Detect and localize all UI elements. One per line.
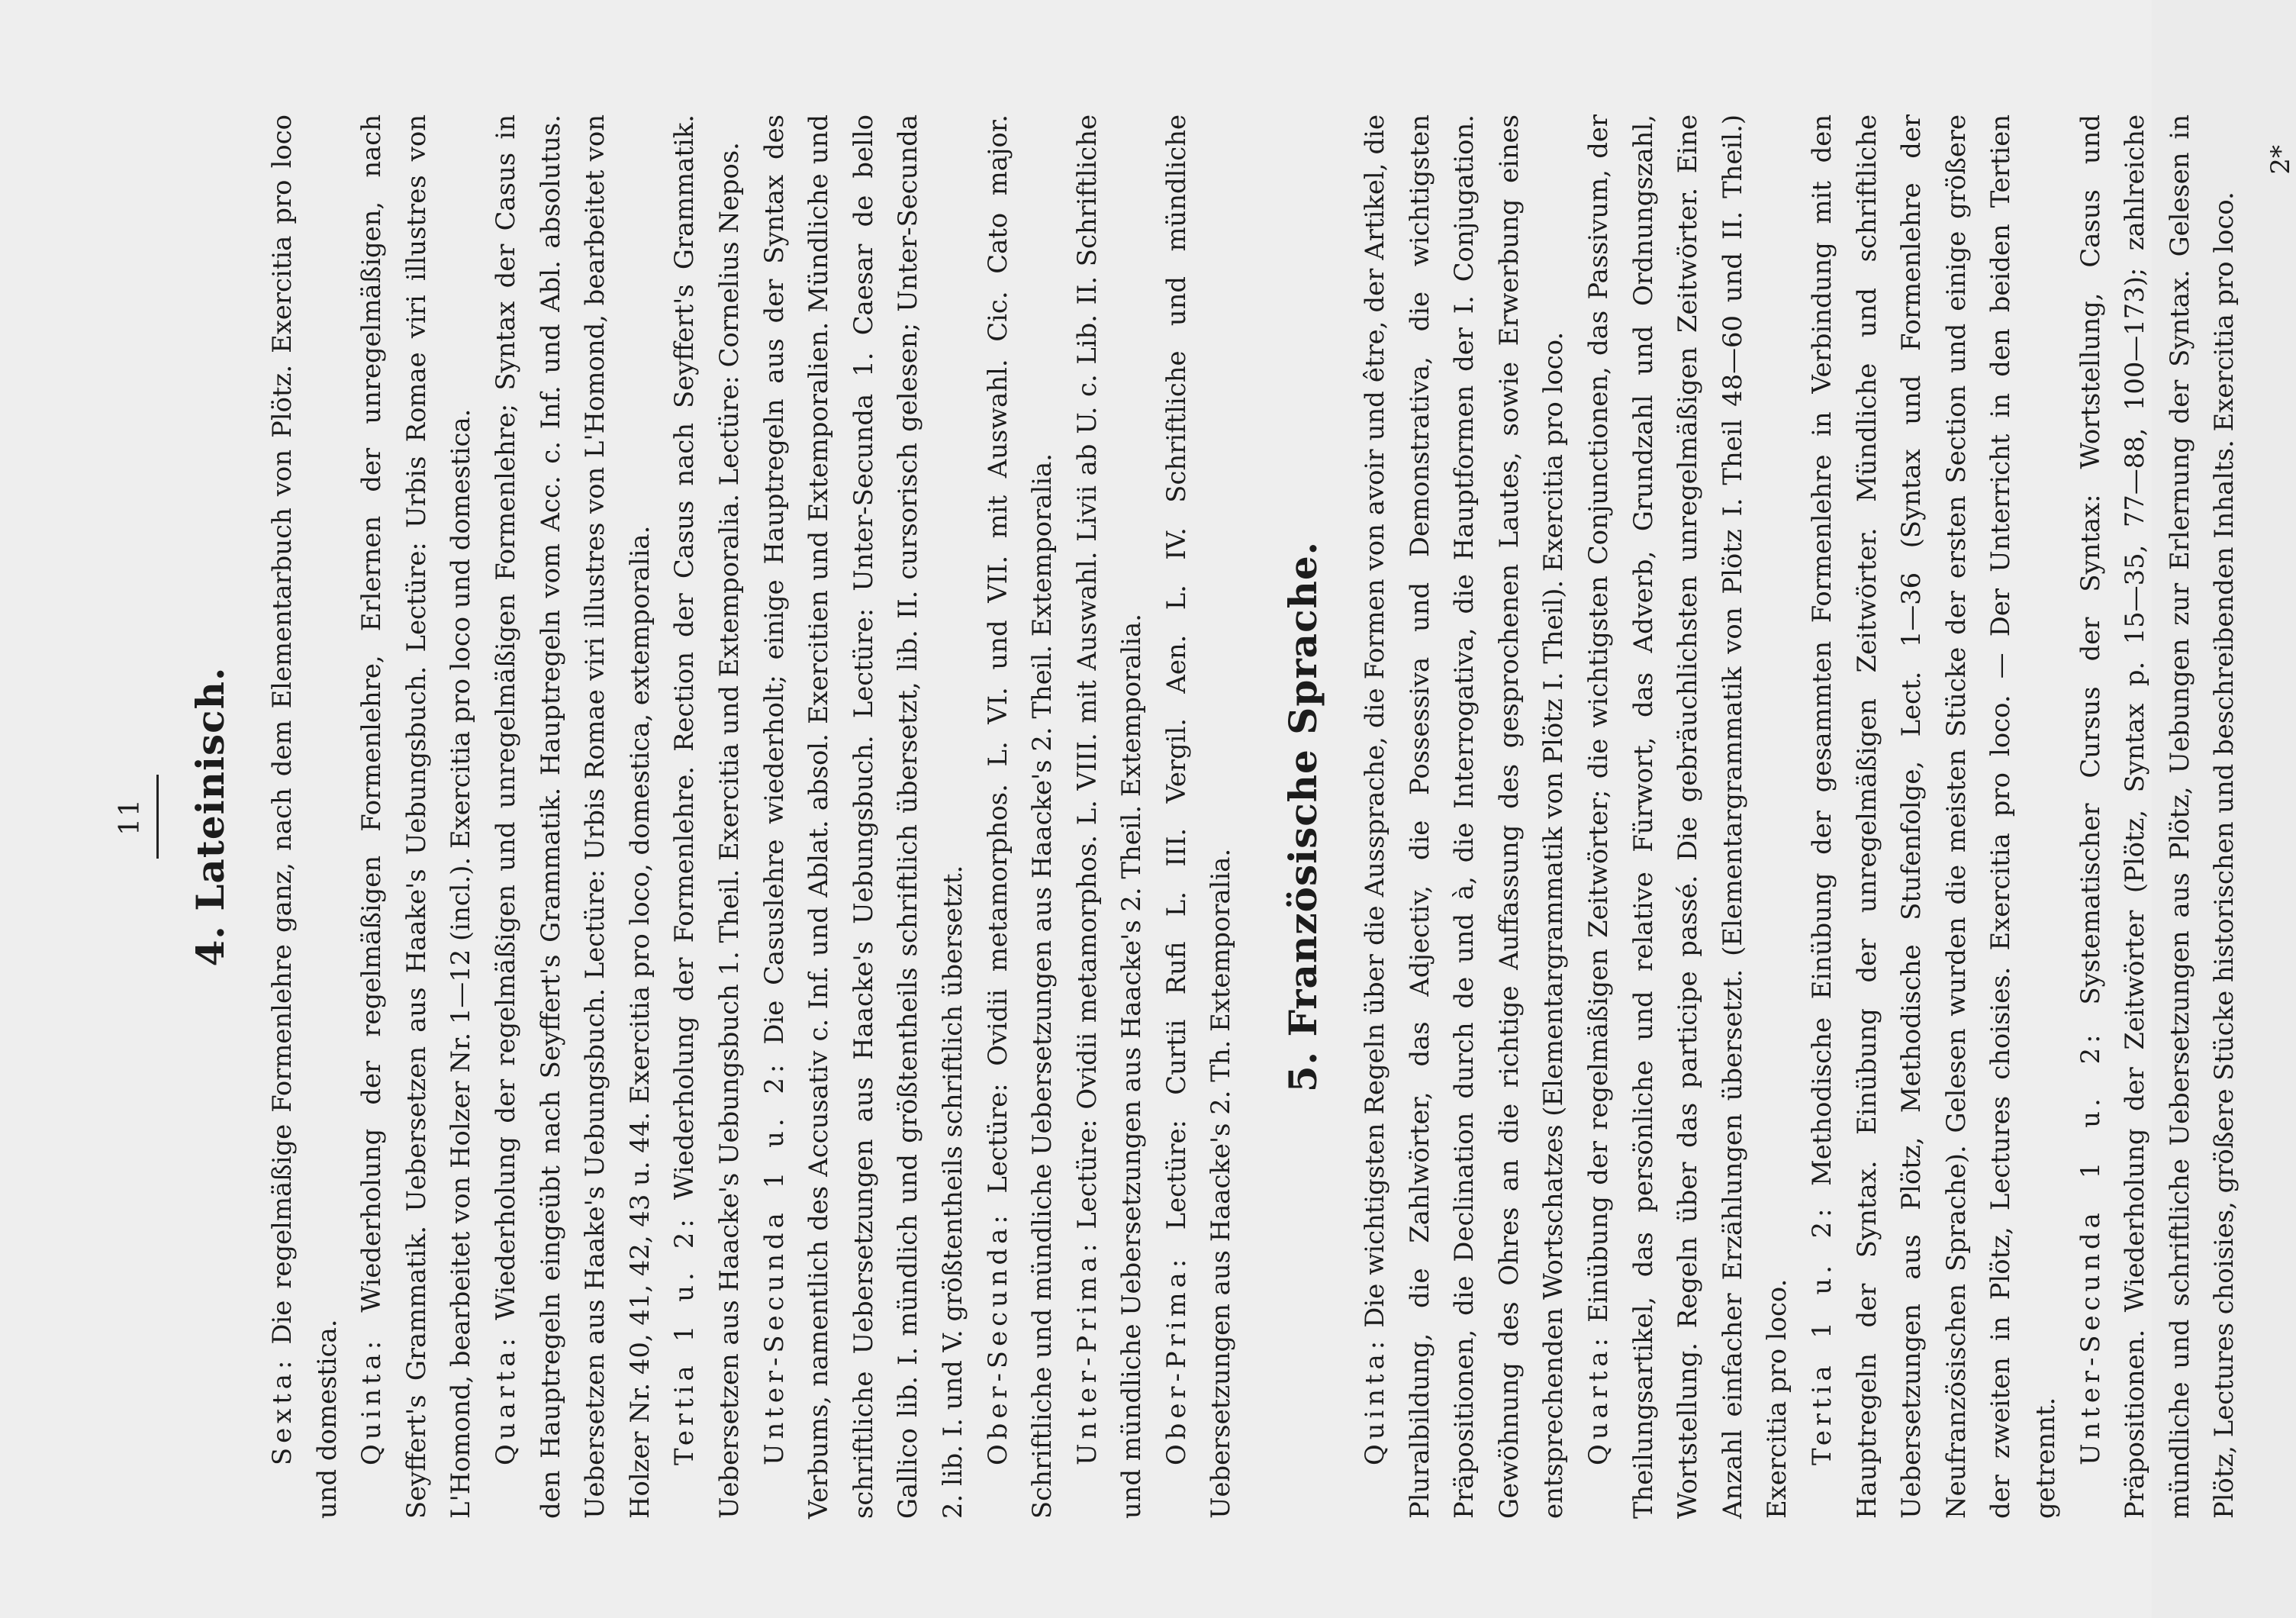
section-heading-french: 5. Französische Sprache. [1280, 540, 1326, 1093]
paragraph-text: Lectüre: Curtii Rufi L. III. Vergil. Aen. L. IV. Schriftliche und mündliche Uebersetzungen aus Haacke's 2. Th. Extemporalia. [1161, 114, 1236, 1519]
paragraph-text: Wiederholung der Formenlehre. Rection der Casus nach Seyffert's Grammatik. Uebersetzen aus Haacke's Uebungsbuch 1. Theil. Exercitia und Extemporalia. Lectüre: Cornelius Nepos. [669, 114, 744, 1519]
french-quinta-paragraph [1353, 114, 1576, 1519]
class-label: Tertia 1 u. 2: [1807, 1204, 1837, 1465]
paragraph-text: Die wichtigsten Regeln über die Aussprache, die Formen von avoir und être, der Artikel, die Pluralbildung, die Zahlwörter, das Adjectiv, die Possessiva und Demonstrativa, die wichtigsten Präpositionen, die Declination durch de und à, die Interrogativa, die Hauptformen der I. Conjugation. Gewöhnung des Ohres an die richtige Auffassung des gesprochenen Lautes, sowie Erwerbung eines entsprechenden Wortschatzes (Elementargrammatik von Plötz I. Theil). Exercitia pro loco. [1360, 114, 1569, 1519]
paragraph-text: Wiederholung der regelmäßigen Formenlehre, Erlernen der unregelmäßigen, nach Seyffert's Grammatik. Uebersetzen aus Haake's Uebungsbuch. Lectüre: Urbis Romae viri illustres von L'Homond, bearbeitet von Holzer Nr. 1—12 (incl.). Exercitia pro loco und domestica. [356, 114, 476, 1519]
class-label: Ober-Prima: [1161, 1254, 1191, 1465]
paragraph-text: Systematischer Cursus der Syntax: Wortstellung, Casus und Präpositionen. Wiederholung der Zeitwörter (Plötz, Syntax p. 15—35, 77—88, 100—173); zahlreiche mündliche und schriftliche Uebersetzungen aus Plötz, Uebungen zur Erlernung der Syntax. Gelesen in Plötz, Lectures choisies, größere Stücke historischen und beschreibenden Inhalts. Exercitia pro loco. [2075, 114, 2240, 1519]
paragraph-text: Die regelmäßige Formenlehre ganz, nach dem Elementarbuch von Plötz. Exercitia pro loco und domestica. [267, 114, 342, 1519]
french-unter-secunda-paragraph [2069, 114, 2247, 1519]
section-spacer [1244, 114, 1280, 1519]
french-quarta-paragraph [1576, 114, 1800, 1519]
class-label: Quarta: [1583, 1333, 1614, 1465]
class-label: Quinta: [356, 1336, 387, 1465]
paragraph-text: Methodische Einübung der gesammten Formenlehre in Verbindung mit den Hauptregeln der Syntax. Einübung der unregelmäßigen Zeitwörter. Mündliche und schriftliche Uebersetzungen aus Plötz, Methodische Stufenfolge, Lect. 1—36 (Syntax und Formenlehre der Neufranzösischen Sprache). Gelesen wurden die meisten Stücke der ersten Section und einige größere der zweiten in Plötz, Lectures choisies. Exercitia pro loco. — Der Unterricht in den beiden Tertien getrennt. [1807, 114, 2060, 1519]
class-label: Quarta: [490, 1333, 520, 1465]
class-label: Unter-Secunda 1 u. 2: [758, 1059, 789, 1465]
class-label: Tertia 1 u. 2: [669, 1214, 700, 1465]
latin-unter-secunda-paragraph [752, 114, 976, 1519]
class-label: Unter-Secunda 1 u. 2: [2075, 1030, 2105, 1465]
latin-quarta-paragraph [484, 114, 662, 1519]
latin-sexta-paragraph [260, 114, 349, 1519]
paragraph-text: Lectüre: Ovidii metamorphos. L. VIII. mit Auswahl. Livii ab U. c. Lib. II. Schriftliche und mündliche Uebersetzungen aus Haacke's 2. Theil. Extemporalia. [1071, 114, 1147, 1519]
signature-mark: 2* [2265, 145, 2296, 175]
latin-ober-secunda-paragraph [976, 114, 1065, 1519]
latin-quinta-paragraph [349, 114, 484, 1519]
french-tertia-paragraph [1800, 114, 2069, 1519]
paragraph-text: Die Casuslehre wiederholt; einige Hauptregeln aus der Syntax des Verbums, namentlich des Accusativ c. Inf. und Ablat. absol. Exercitien und Extemporalien. Mündliche und schriftliche Uebersetzungen aus Haacke's Uebungsbuch. Lectüre: Unter-Secunda 1. Caesar de bello Gallico lib. I. mündlich und größtentheils schriftlich übersetzt, lib. II. cursorisch gelesen; Unter-Secunda 2. lib. I. und V. größtentheils schriftlich übersetzt. [758, 114, 968, 1519]
class-label: Quinta: [1360, 1336, 1390, 1465]
latin-unter-prima-paragraph [1065, 114, 1154, 1519]
paragraph-text: Einübung der regelmäßigen Zeitwörter; die wichtigsten Conjunctionen, das Passivum, der Theilungsartikel, das persönliche und relative Fürwort, das Adverb, Grundzahl und Ordnungszahl, Wortstellung. Regeln über das participe passé. Die gebräuchlichsten unregelmäßigen Zeitwörter. Eine Anzahl einfacher Erzählungen übersetzt. (Elementargrammatik von Plötz I. Theil 48—60 und II. Theil.) Exercitia pro loco. [1583, 114, 1792, 1519]
latin-ober-prima-paragraph [1154, 114, 1244, 1519]
latin-tertia-paragraph [662, 114, 752, 1519]
class-label: Ober-Secunda: [982, 1210, 1013, 1465]
section-heading-latin: 4. Lateinisch. [188, 666, 233, 967]
paragraph-text: Wiederholung der regelmäßigen und unregelmäßigen Formenlehre; Syntax der Casus in den Hauptregeln eingeübt nach Seyffert's Grammatik. Hauptregeln vom Acc. c. Inf. und Abl. absolutus. Uebersetzen aus Haake's Uebungsbuch. Lectüre: Urbis Romae viri illustres von L'Homond, bearbeitet von Holzer Nr. 40, 41, 42, 43 u. 44. Exercitia pro loco, domestica, extemporalia. [490, 114, 655, 1519]
class-label: Sexta: [267, 1355, 297, 1465]
header-rule [156, 775, 159, 859]
paragraph-text: Lectüre: Ovidii metamorphos. L. VI. und VII. mit Auswahl. Cic. Cato major. Schriftliche und mündliche Uebersetzungen aus Haacke's 2. Theil. Extemporalia. [982, 114, 1058, 1519]
page-number: 11 [114, 798, 146, 836]
class-label: Unter-Prima: [1071, 1239, 1102, 1465]
